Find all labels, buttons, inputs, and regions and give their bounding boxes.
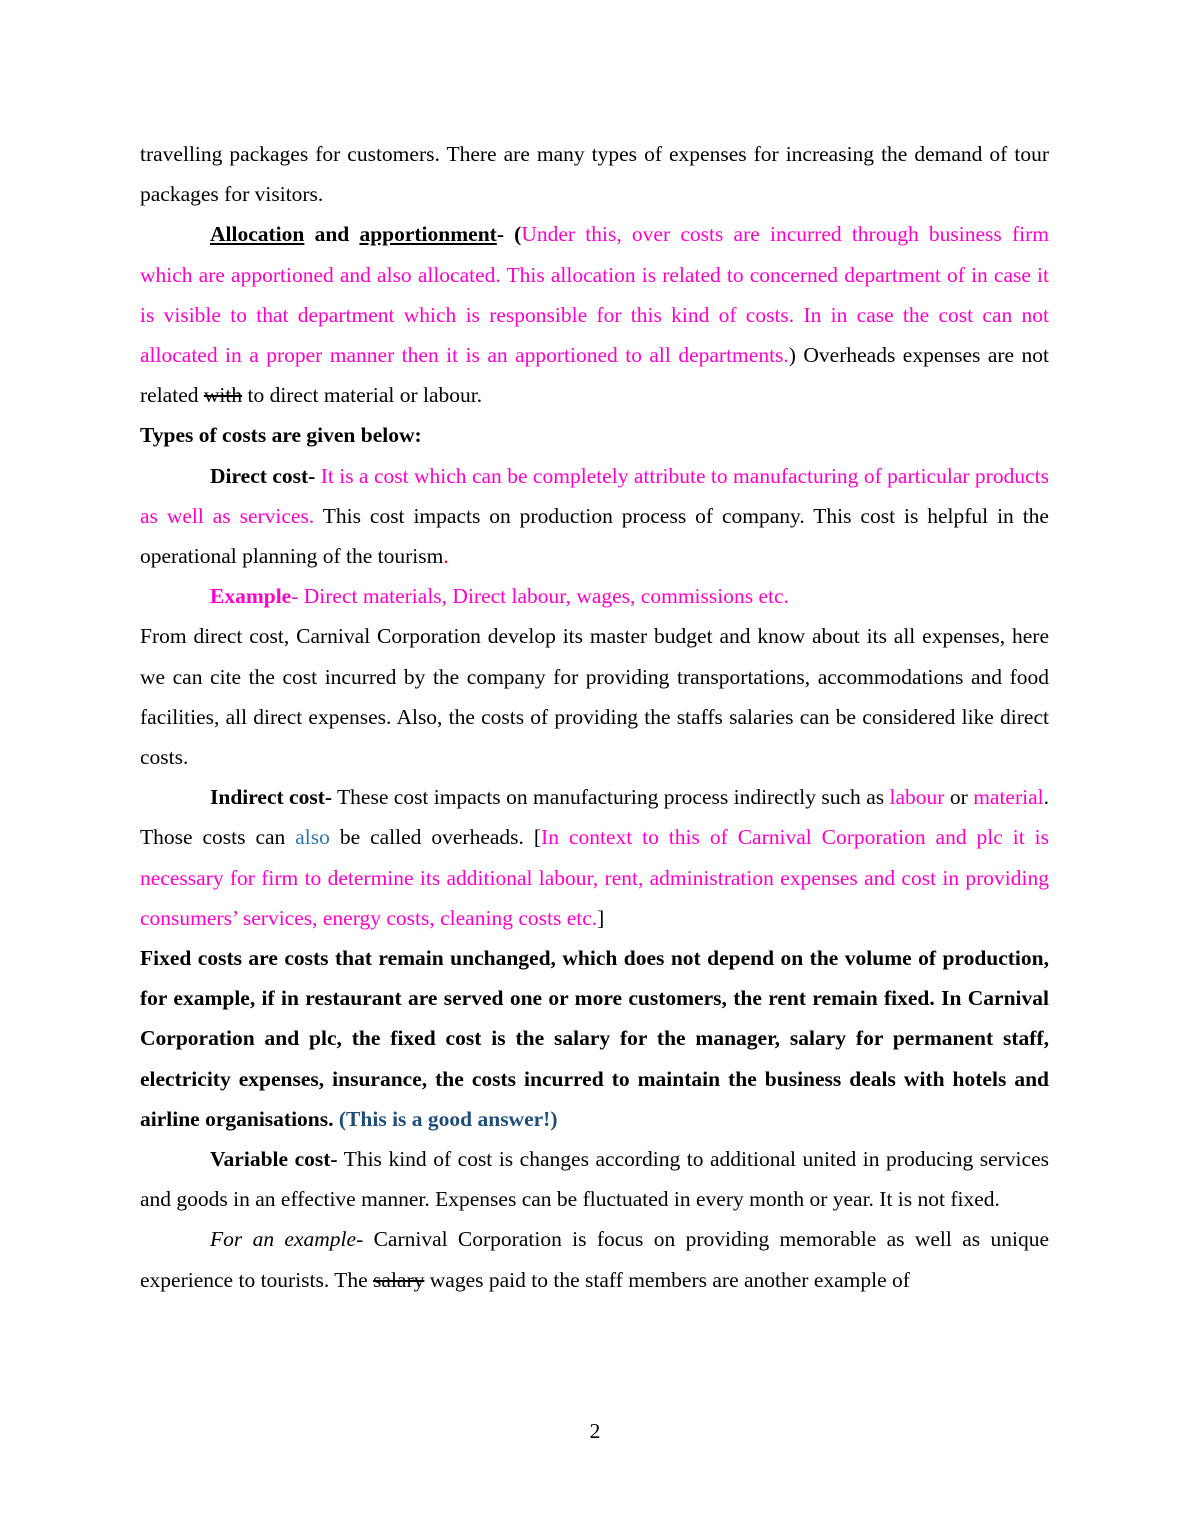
for-example-label: For an example <box>210 1227 357 1252</box>
reviewer-comment: (This is a good answer!) <box>333 1106 558 1131</box>
direct-cost-explanation: From direct cost, Carnival Corporation develop its master budget and know about its all expenses, here we can cite the cost incurred by the company for providing transportations, accommodations and food facilities, all direct expenses. Also, the costs of providing the staffs salaries can be considered like direct costs. <box>140 624 1049 770</box>
allocation-paragraph: Allocation and apportionment- (Under this, over costs are incurred through business firm which are apportioned and also allocated. This allocation is related to concerned department of in case it is visible to that department which is responsible for this kind of costs. In in case the cost can not allocated in a proper manner then it is an apportioned to all departments.) Overheads expenses are not related with to direct material or labour. <box>140 222 1049 408</box>
for-example-paragraph: For an example- Carnival Corporation is focus on providing memorable as well as unique experience to tourists. The salary wages paid to the staff members are another example of <box>140 1227 1049 1292</box>
allocation-heading: Allocation <box>210 222 305 247</box>
variable-cost-paragraph: Variable cost- This kind of cost is changes according to additional united in producing services and goods in an effective manner. Expenses can be fluctuated in every month or year. It is not fixed. <box>140 1147 1049 1212</box>
example-label: Example <box>210 584 292 609</box>
types-heading: Types of costs are given below: <box>140 423 422 448</box>
direct-cost-paragraph: Direct cost- It is a cost which can be completely attribute to manufacturing of particular products as well as services. This cost impacts on production process of company. This cost is helpful in the operational planning of the tourism. <box>140 463 1049 569</box>
intro-paragraph: travelling packages for customers. There are many types of expenses for increasing the demand of tour packages for visitors. <box>140 142 1049 207</box>
apportionment-heading: apportionment <box>359 222 497 247</box>
fixed-cost-paragraph: Fixed costs are costs that remain unchanged, which does not depend on the volume of production, for example, if in restaurant are served one or more customers, the rent remain fixed. In Carnival Corporation and plc, the fixed cost is the salary for the manager, salary for permanent staff, electricity expenses, insurance, the costs incurred to maintain the business deals with hotels and airline organisations. (This is a good answer!) <box>140 946 1049 1131</box>
struck-word-with: with <box>203 383 243 408</box>
variable-cost-label: Variable cost- <box>210 1147 338 1172</box>
example-paragraph: Example- Direct materials, Direct labour, wages, commissions etc. <box>210 584 789 609</box>
page-number: 2 <box>589 1419 601 1443</box>
indirect-cost-highlight: In context to this of Carnival Corporation and plc it is necessary for firm to determine its additional labour, rent, administration expenses and cost in providing consumers’ services, energy costs, cleaning costs etc. <box>140 825 1049 930</box>
document-page <box>140 134 1049 1300</box>
direct-cost-label: Direct cost- <box>210 463 316 488</box>
direct-cost-highlight: It is a cost which can be completely attribute to manufacturing of particular products as well as services. <box>140 463 1049 528</box>
indirect-cost-label: Indirect cost- <box>210 785 333 810</box>
indirect-cost-paragraph: Indirect cost- These cost impacts on manufacturing process indirectly such as labour or material. Those costs can also be called overheads. [In context to this of Carnival Corporation and plc it is necessary for firm to determine its additional labour, rent, administration expenses and cost in providing consumers’ services, energy costs, cleaning costs etc.] <box>140 785 1049 930</box>
allocation-highlight: Under this, over costs are incurred through business firm which are apportioned and also allocated. This allocation is related to concerned department of in case it is visible to that department which is responsible for this kind of costs. In in case the cost can not allocated in a proper manner then it is an apportioned to all departments. <box>140 222 1049 368</box>
struck-word-salary: salary <box>373 1267 425 1292</box>
